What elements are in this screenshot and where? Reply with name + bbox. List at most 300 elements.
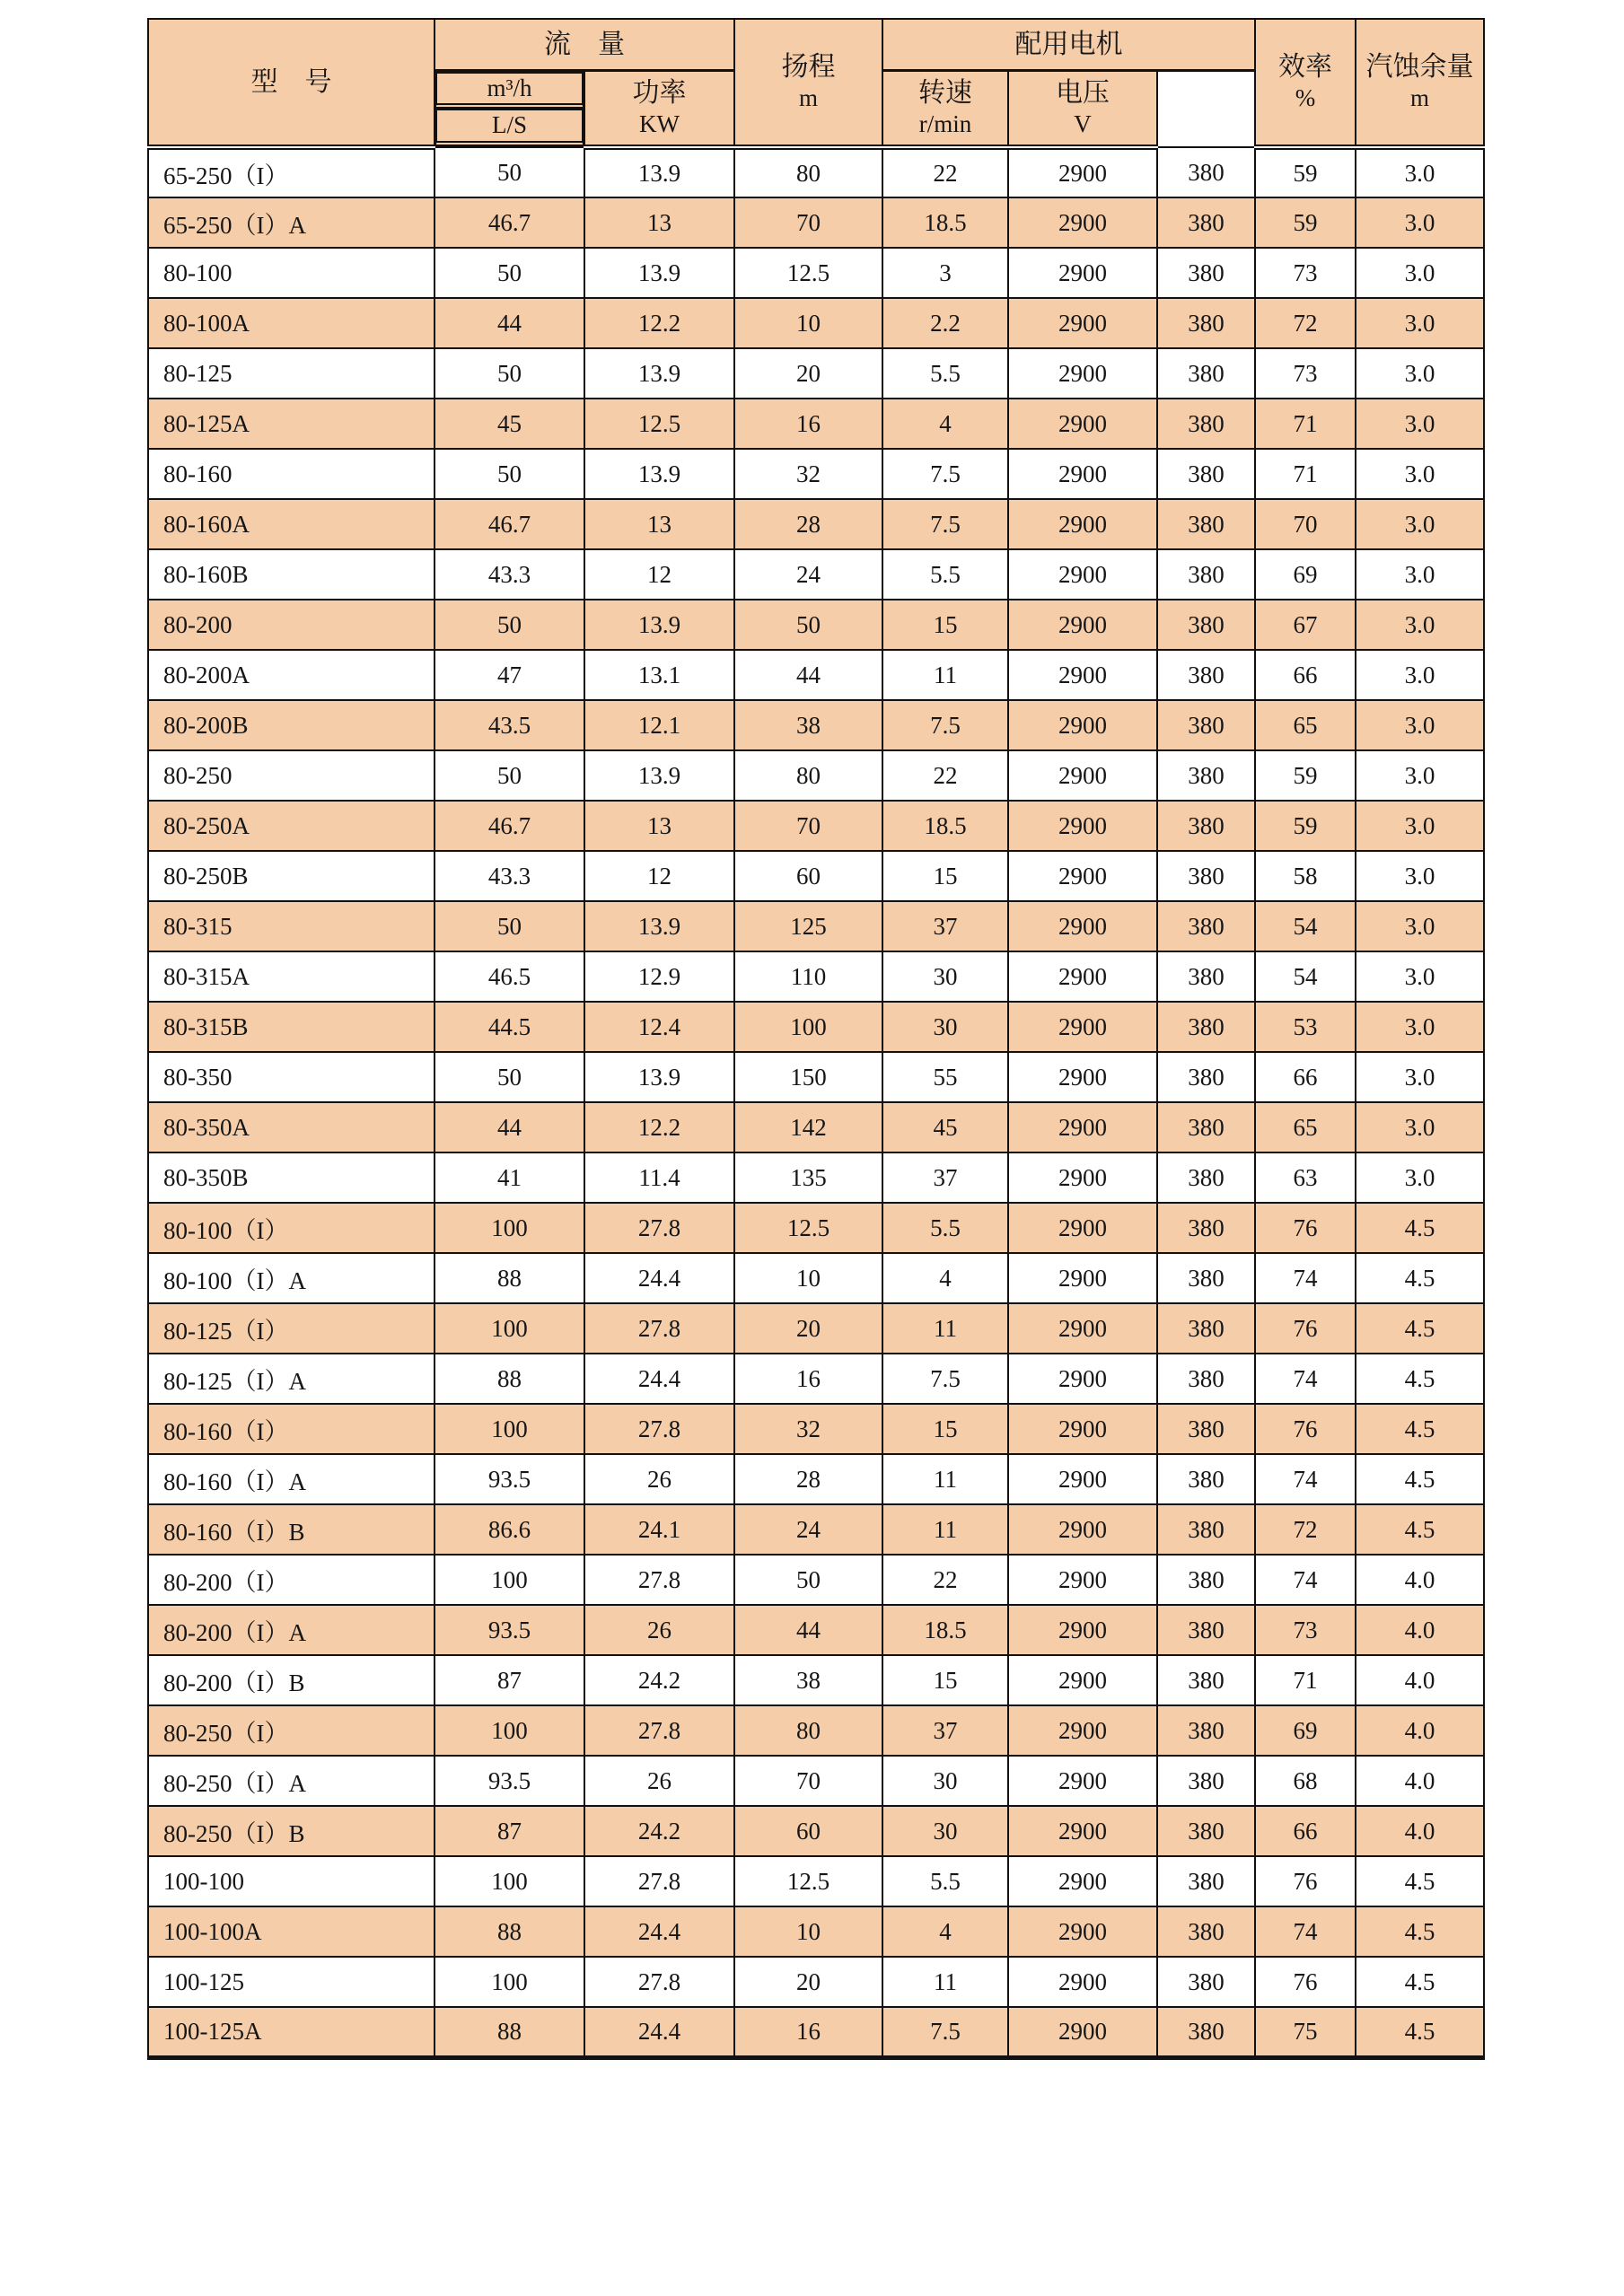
cell-voltage: 380 [1157,1856,1255,1906]
cell-voltage: 380 [1157,499,1255,549]
table-row [148,1253,1484,1303]
cell-npsh: 3.0 [1356,901,1484,951]
cell-npsh: 3.0 [1356,248,1484,298]
cell-efficiency: 59 [1255,801,1356,851]
cell-flow-ls: 12.2 [584,1102,734,1152]
header-speed [882,70,1008,147]
cell-power: 5.5 [882,1203,1008,1253]
cell-flow-ls: 12.5 [584,399,734,449]
cell-flow-ls: 12 [584,851,734,901]
cell-npsh: 3.0 [1356,650,1484,700]
header-head-label: 扬程 [781,51,836,82]
cell-flow-m3h: 44.5 [435,1002,584,1052]
table-row [148,600,1484,650]
table-row [148,1203,1484,1253]
cell-flow-ls: 24.4 [584,1253,734,1303]
cell-efficiency: 73 [1255,248,1356,298]
cell-speed: 2900 [1008,1906,1157,1957]
cell-head: 44 [734,650,882,700]
cell-voltage: 380 [1157,1655,1255,1705]
cell-speed: 2900 [1008,1756,1157,1806]
cell-head: 70 [734,197,882,248]
table-row [148,1756,1484,1806]
cell-npsh: 3.0 [1356,197,1484,248]
cell-flow-ls: 12 [584,549,734,600]
cell-speed: 2900 [1008,1655,1157,1705]
cell-model: 80-200（I）A [148,1605,435,1655]
cell-model: 80-160（I）A [148,1454,435,1504]
cell-efficiency: 59 [1255,147,1356,197]
cell-speed: 2900 [1008,901,1157,951]
cell-power: 55 [882,1052,1008,1102]
cell-head: 142 [734,1102,882,1152]
cell-flow-m3h: 87 [435,1806,584,1856]
cell-model: 80-200B [148,700,435,750]
table-row [148,1354,1484,1404]
cell-voltage: 380 [1157,2007,1255,2057]
cell-efficiency: 59 [1255,197,1356,248]
cell-model: 80-250（I） [148,1705,435,1756]
cell-head: 38 [734,1655,882,1705]
header-speed-label: 转速 [918,77,972,108]
cell-efficiency: 76 [1255,1957,1356,2007]
cell-speed: 2900 [1008,449,1157,499]
cell-npsh: 4.5 [1356,1454,1484,1504]
cell-flow-m3h: 44 [435,1102,584,1152]
cell-head: 70 [734,1756,882,1806]
cell-npsh: 3.0 [1356,399,1484,449]
cell-flow-m3h: 43.3 [435,549,584,600]
header-efficiency [1255,19,1356,147]
cell-voltage: 380 [1157,1555,1255,1605]
cell-flow-ls: 27.8 [584,1203,734,1253]
cell-flow-ls: 12.4 [584,1002,734,1052]
cell-voltage: 380 [1157,549,1255,600]
cell-voltage: 380 [1157,1203,1255,1253]
cell-voltage: 380 [1157,1605,1255,1655]
cell-flow-m3h: 100 [435,1856,584,1906]
cell-efficiency: 76 [1255,1404,1356,1454]
header-flow-label: 流 量 [544,29,625,59]
cell-efficiency: 65 [1255,700,1356,750]
cell-model: 80-160A [148,499,435,549]
cell-flow-m3h: 100 [435,1705,584,1756]
table-row [148,1504,1484,1555]
cell-voltage: 380 [1157,449,1255,499]
table-row [148,449,1484,499]
cell-head: 16 [734,399,882,449]
table-row [148,1052,1484,1102]
cell-flow-m3h: 41 [435,1152,584,1203]
table-row [148,248,1484,298]
table-row [148,399,1484,449]
cell-model: 80-160 [148,449,435,499]
cell-model: 65-250（I）A [148,197,435,248]
header-power [584,70,734,147]
cell-voltage: 380 [1157,750,1255,801]
cell-npsh: 3.0 [1356,600,1484,650]
cell-head: 20 [734,1303,882,1354]
cell-flow-m3h: 87 [435,1655,584,1705]
header-npsh-label: 汽蚀余量 [1365,51,1474,82]
cell-efficiency: 69 [1255,549,1356,600]
cell-power: 30 [882,1806,1008,1856]
header-model [148,19,435,147]
cell-speed: 2900 [1008,1605,1157,1655]
cell-efficiency: 73 [1255,348,1356,399]
cell-efficiency: 74 [1255,1454,1356,1504]
cell-flow-ls: 27.8 [584,1856,734,1906]
cell-speed: 2900 [1008,1504,1157,1555]
cell-speed: 2900 [1008,499,1157,549]
cell-flow-ls: 13.9 [584,147,734,197]
cell-efficiency: 59 [1255,750,1356,801]
header-model-label: 型 号 [250,66,332,97]
cell-flow-ls: 27.8 [584,1705,734,1756]
cell-flow-m3h: 88 [435,1253,584,1303]
cell-head: 60 [734,1806,882,1856]
cell-head: 125 [734,901,882,951]
cell-head: 12.5 [734,248,882,298]
cell-model: 100-125A [148,2007,435,2057]
cell-power: 30 [882,1756,1008,1806]
header-flow-m3h: m³/h [435,72,584,110]
cell-head: 16 [734,2007,882,2057]
table-row [148,750,1484,801]
table-row [148,700,1484,750]
table-body [148,147,1484,2057]
cell-power: 4 [882,1253,1008,1303]
cell-efficiency: 71 [1255,449,1356,499]
cell-efficiency: 71 [1255,399,1356,449]
cell-voltage: 380 [1157,399,1255,449]
cell-efficiency: 58 [1255,851,1356,901]
cell-model: 80-160（I）B [148,1504,435,1555]
cell-model: 80-200（I） [148,1555,435,1605]
cell-efficiency: 66 [1255,1806,1356,1856]
cell-speed: 2900 [1008,2007,1157,2057]
cell-flow-ls: 11.4 [584,1152,734,1203]
cell-flow-m3h: 93.5 [435,1605,584,1655]
cell-voltage: 380 [1157,197,1255,248]
cell-power: 11 [882,1303,1008,1354]
cell-flow-ls: 13.9 [584,750,734,801]
table-row [148,1152,1484,1203]
cell-speed: 2900 [1008,1555,1157,1605]
cell-flow-ls: 12.9 [584,951,734,1002]
cell-speed: 2900 [1008,600,1157,650]
cell-npsh: 3.0 [1356,750,1484,801]
cell-efficiency: 72 [1255,298,1356,348]
cell-power: 30 [882,1002,1008,1052]
cell-flow-m3h: 43.5 [435,700,584,750]
cell-flow-ls: 24.4 [584,1354,734,1404]
table-row [148,1705,1484,1756]
cell-npsh: 3.0 [1356,549,1484,600]
cell-speed: 2900 [1008,1454,1157,1504]
cell-speed: 2900 [1008,1856,1157,1906]
cell-model: 80-315A [148,951,435,1002]
cell-voltage: 380 [1157,1253,1255,1303]
cell-flow-m3h: 50 [435,348,584,399]
cell-speed: 2900 [1008,1354,1157,1404]
cell-npsh: 4.5 [1356,1303,1484,1354]
pump-spec-table-container [147,18,1485,2060]
cell-flow-m3h: 44 [435,298,584,348]
cell-power: 7.5 [882,499,1008,549]
cell-head: 28 [734,1454,882,1504]
cell-npsh: 4.5 [1356,1504,1484,1555]
cell-npsh: 3.0 [1356,348,1484,399]
cell-efficiency: 73 [1255,1605,1356,1655]
cell-speed: 2900 [1008,1152,1157,1203]
cell-model: 80-125（I）A [148,1354,435,1404]
table-row [148,951,1484,1002]
cell-flow-m3h: 46.7 [435,197,584,248]
cell-power: 37 [882,1705,1008,1756]
cell-speed: 2900 [1008,1002,1157,1052]
table-row [148,549,1484,600]
cell-head: 12.5 [734,1856,882,1906]
table-row [148,1002,1484,1052]
cell-head: 32 [734,1404,882,1454]
cell-model: 80-200（I）B [148,1655,435,1705]
cell-speed: 2900 [1008,951,1157,1002]
cell-flow-ls: 13.9 [584,348,734,399]
cell-flow-ls: 13.9 [584,248,734,298]
cell-head: 32 [734,449,882,499]
header-head-unit: m [798,84,818,112]
cell-head: 38 [734,700,882,750]
cell-npsh: 3.0 [1356,147,1484,197]
cell-flow-ls: 12.1 [584,700,734,750]
cell-speed: 2900 [1008,298,1157,348]
cell-npsh: 3.0 [1356,801,1484,851]
cell-voltage: 380 [1157,1354,1255,1404]
header-npsh [1356,19,1484,147]
cell-head: 80 [734,1705,882,1756]
cell-efficiency: 74 [1255,1354,1356,1404]
cell-speed: 2900 [1008,1957,1157,2007]
cell-head: 24 [734,1504,882,1555]
header-motor-group [882,19,1255,70]
header-voltage [1008,70,1157,147]
table-row [148,499,1484,549]
cell-head: 80 [734,147,882,197]
cell-npsh: 3.0 [1356,851,1484,901]
table-row [148,1655,1484,1705]
cell-head: 16 [734,1354,882,1404]
cell-speed: 2900 [1008,1705,1157,1756]
cell-speed: 2900 [1008,348,1157,399]
cell-npsh: 4.0 [1356,1806,1484,1856]
cell-head: 20 [734,348,882,399]
cell-flow-m3h: 46.7 [435,499,584,549]
cell-npsh: 4.0 [1356,1655,1484,1705]
table-row [148,1957,1484,2007]
cell-efficiency: 76 [1255,1203,1356,1253]
cell-efficiency: 63 [1255,1152,1356,1203]
cell-head: 110 [734,951,882,1002]
cell-model: 80-250A [148,801,435,851]
cell-model: 80-250（I）B [148,1806,435,1856]
cell-flow-m3h: 43.3 [435,851,584,901]
cell-head: 150 [734,1052,882,1102]
cell-model: 80-125A [148,399,435,449]
cell-efficiency: 76 [1255,1303,1356,1354]
cell-head: 12.5 [734,1203,882,1253]
cell-power: 5.5 [882,1856,1008,1906]
cell-efficiency: 67 [1255,600,1356,650]
cell-power: 30 [882,951,1008,1002]
cell-head: 100 [734,1002,882,1052]
cell-voltage: 380 [1157,801,1255,851]
cell-flow-m3h: 47 [435,650,584,700]
cell-power: 7.5 [882,1354,1008,1404]
cell-efficiency: 54 [1255,901,1356,951]
cell-voltage: 380 [1157,1102,1255,1152]
cell-flow-ls: 24.2 [584,1806,734,1856]
cell-model: 80-160（I） [148,1404,435,1454]
header-head [734,19,882,147]
table-row [148,1906,1484,1957]
cell-head: 10 [734,298,882,348]
cell-flow-ls: 13.9 [584,600,734,650]
cell-power: 7.5 [882,700,1008,750]
cell-model: 80-250 [148,750,435,801]
cell-voltage: 380 [1157,700,1255,750]
cell-model: 80-315 [148,901,435,951]
cell-speed: 2900 [1008,700,1157,750]
cell-power: 22 [882,750,1008,801]
cell-power: 18.5 [882,801,1008,851]
cell-flow-m3h: 45 [435,399,584,449]
cell-npsh: 4.5 [1356,2007,1484,2057]
cell-power: 3 [882,248,1008,298]
cell-model: 80-100（I） [148,1203,435,1253]
cell-head: 50 [734,1555,882,1605]
table-row [148,348,1484,399]
table-row [148,147,1484,197]
cell-model: 80-350B [148,1152,435,1203]
cell-speed: 2900 [1008,1203,1157,1253]
cell-voltage: 380 [1157,600,1255,650]
cell-npsh: 4.0 [1356,1605,1484,1655]
cell-flow-m3h: 50 [435,901,584,951]
cell-power: 22 [882,1555,1008,1605]
cell-power: 11 [882,1504,1008,1555]
cell-speed: 2900 [1008,750,1157,801]
cell-efficiency: 71 [1255,1655,1356,1705]
cell-power: 15 [882,851,1008,901]
cell-flow-m3h: 88 [435,1354,584,1404]
cell-flow-ls: 27.8 [584,1555,734,1605]
cell-flow-m3h: 88 [435,2007,584,2057]
cell-flow-ls: 24.1 [584,1504,734,1555]
cell-head: 20 [734,1957,882,2007]
header-efficiency-unit: % [1295,84,1316,112]
cell-flow-m3h: 100 [435,1303,584,1354]
cell-speed: 2900 [1008,1253,1157,1303]
table-row [148,1303,1484,1354]
table-row [148,197,1484,248]
cell-npsh: 4.0 [1356,1756,1484,1806]
cell-model: 100-125 [148,1957,435,2007]
header-power-label: 功率 [632,77,687,108]
cell-voltage: 380 [1157,901,1255,951]
cell-flow-ls: 13.9 [584,449,734,499]
cell-speed: 2900 [1008,147,1157,197]
cell-npsh: 3.0 [1356,1052,1484,1102]
cell-voltage: 380 [1157,650,1255,700]
cell-voltage: 380 [1157,1152,1255,1203]
cell-model: 100-100A [148,1906,435,1957]
cell-flow-ls: 13.1 [584,650,734,700]
cell-model: 80-160B [148,549,435,600]
table-row [148,1806,1484,1856]
cell-flow-ls: 13.9 [584,901,734,951]
cell-flow-ls: 26 [584,1756,734,1806]
cell-flow-ls: 13 [584,197,734,248]
cell-flow-m3h: 50 [435,1052,584,1102]
cell-efficiency: 75 [1255,2007,1356,2057]
cell-npsh: 3.0 [1356,298,1484,348]
cell-voltage: 380 [1157,298,1255,348]
table-row [148,1102,1484,1152]
cell-model: 80-125 [148,348,435,399]
cell-power: 18.5 [882,1605,1008,1655]
cell-voltage: 380 [1157,1454,1255,1504]
cell-power: 7.5 [882,2007,1008,2057]
cell-voltage: 380 [1157,1404,1255,1454]
cell-power: 37 [882,1152,1008,1203]
cell-speed: 2900 [1008,549,1157,600]
cell-npsh: 3.0 [1356,1102,1484,1152]
cell-flow-m3h: 50 [435,750,584,801]
cell-speed: 2900 [1008,399,1157,449]
cell-voltage: 380 [1157,248,1255,298]
cell-npsh: 4.5 [1356,1906,1484,1957]
cell-flow-m3h: 50 [435,449,584,499]
cell-head: 24 [734,549,882,600]
cell-head: 44 [734,1605,882,1655]
cell-efficiency: 68 [1255,1756,1356,1806]
header-npsh-unit: m [1410,84,1430,112]
table-row [148,1404,1484,1454]
cell-head: 60 [734,851,882,901]
cell-head: 70 [734,801,882,851]
cell-power: 11 [882,1454,1008,1504]
cell-npsh: 3.0 [1356,449,1484,499]
header-voltage-label: 电压 [1056,77,1110,108]
cell-model: 80-250B [148,851,435,901]
cell-efficiency: 53 [1255,1002,1356,1052]
cell-flow-ls: 24.2 [584,1655,734,1705]
cell-head: 80 [734,750,882,801]
cell-power: 15 [882,600,1008,650]
cell-flow-m3h: 88 [435,1906,584,1957]
header-speed-unit: r/min [918,110,972,138]
cell-speed: 2900 [1008,1404,1157,1454]
cell-npsh: 3.0 [1356,700,1484,750]
cell-speed: 2900 [1008,801,1157,851]
cell-power: 15 [882,1655,1008,1705]
cell-voltage: 380 [1157,1957,1255,2007]
cell-npsh: 4.5 [1356,1203,1484,1253]
cell-model: 80-250（I）A [148,1756,435,1806]
cell-speed: 2900 [1008,1052,1157,1102]
cell-voltage: 380 [1157,1002,1255,1052]
